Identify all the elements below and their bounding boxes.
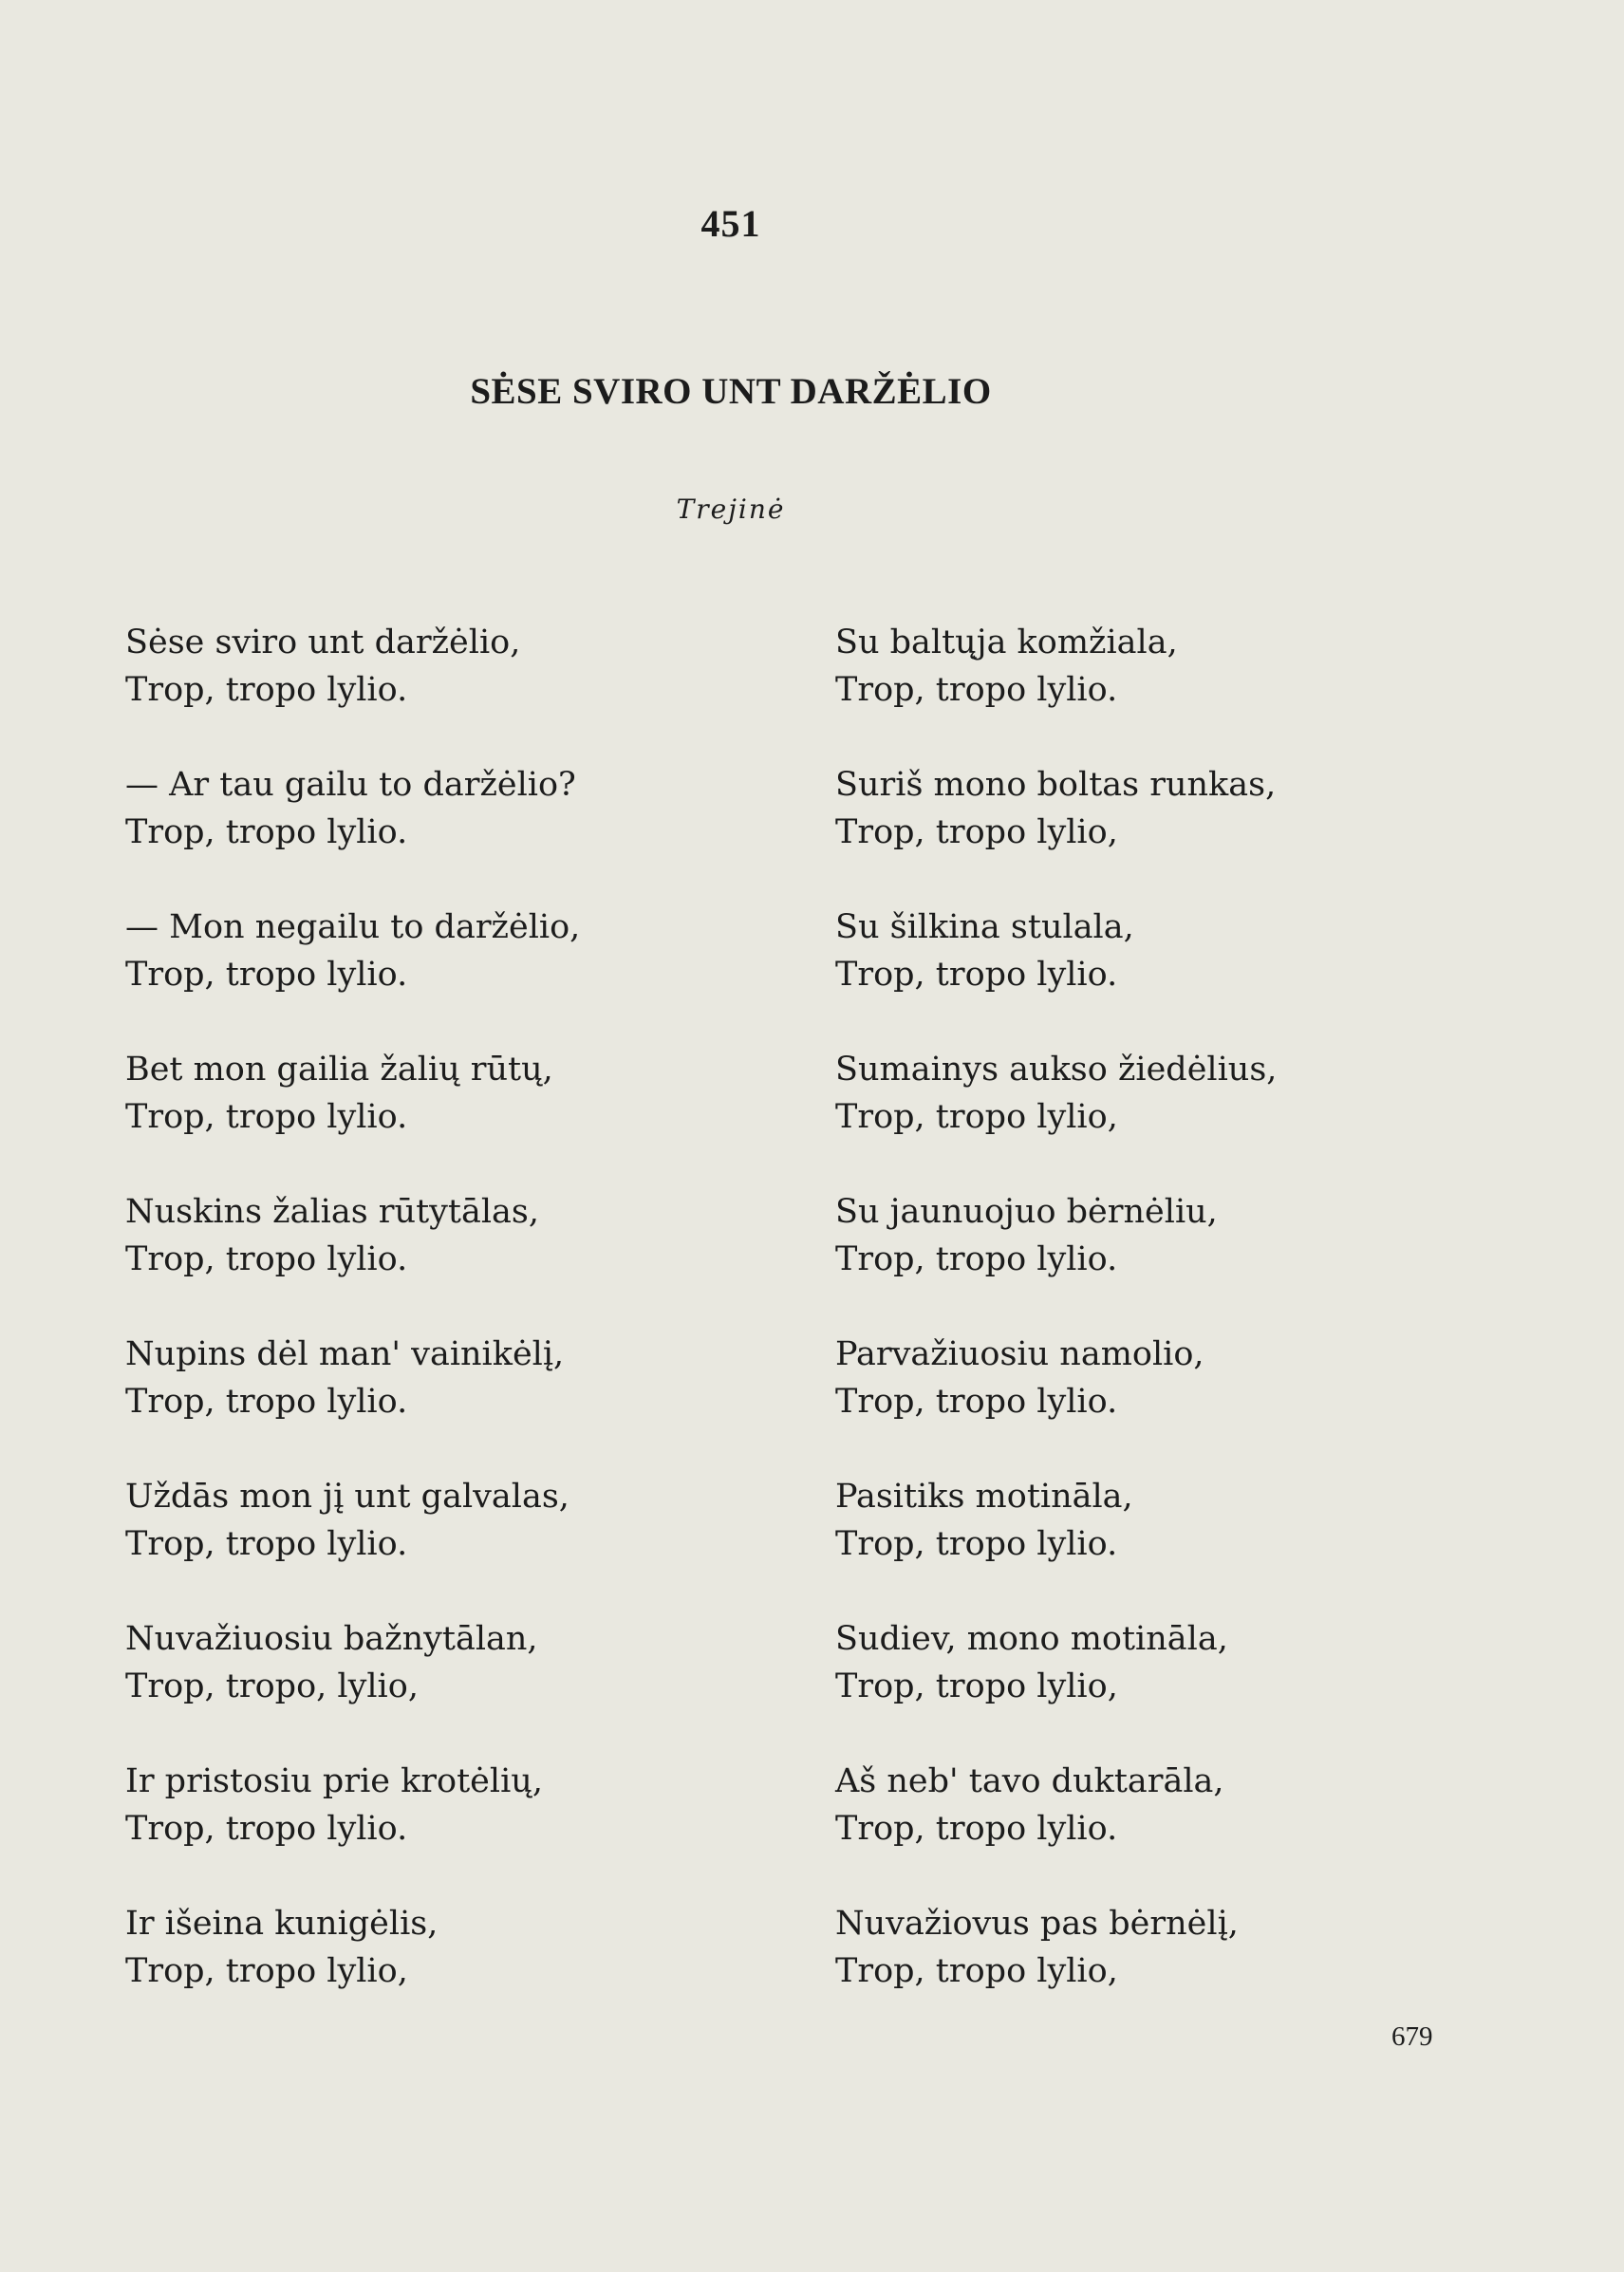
stanza xyxy=(125,1615,695,1758)
refrain-line: Trop, tropo lylio, xyxy=(835,1098,1118,1136)
verse-line: Ir pristosiu prie krotėlių, xyxy=(125,1762,543,1800)
refrain-line: Trop, tropo, lylio, xyxy=(125,1667,419,1705)
stanza xyxy=(835,1188,1405,1331)
verse-line: Ir išeina kunigėlis, xyxy=(125,1905,439,1943)
page-number: 679 xyxy=(1391,2021,1433,2052)
stanza xyxy=(835,903,1405,1046)
refrain-line: Trop, tropo lylio. xyxy=(835,671,1118,709)
verse-line: Pasitiks motināla, xyxy=(835,1478,1133,1516)
stanza xyxy=(835,761,1405,903)
refrain-line: Trop, tropo lylio. xyxy=(835,1810,1118,1848)
right-column xyxy=(835,619,1405,2042)
refrain-line: Trop, tropo lylio. xyxy=(835,956,1118,994)
refrain-line: Trop, tropo lylio, xyxy=(835,1667,1118,1705)
refrain-line: Trop, tropo lylio. xyxy=(125,1240,408,1278)
verse-line: Sudiev, mono motināla, xyxy=(835,1620,1228,1658)
refrain-line: Trop, tropo lylio. xyxy=(125,813,408,851)
stanza xyxy=(125,1188,695,1331)
left-column xyxy=(125,619,695,2042)
refrain-line: Trop, tropo lylio. xyxy=(125,671,408,709)
verse-line: Nuskins žalias rūtytālas, xyxy=(125,1193,539,1231)
verse-line: — Mon negailu to daržėlio, xyxy=(125,908,581,946)
refrain-line: Trop, tropo lylio. xyxy=(125,1383,408,1421)
refrain-line: Trop, tropo lylio, xyxy=(835,1952,1118,1990)
refrain-line: Trop, tropo lylio. xyxy=(125,1098,408,1136)
stanza xyxy=(835,1758,1405,1900)
verse-line: Uždās mon jį unt galvalas, xyxy=(125,1478,569,1516)
stanza xyxy=(125,1758,695,1900)
verse-line: Su baltųja komžiala, xyxy=(835,624,1178,661)
stanza xyxy=(835,1331,1405,1473)
song-number: 451 xyxy=(700,202,761,245)
verse-line: Nuvažiovus pas bėrnėlį, xyxy=(835,1905,1239,1943)
refrain-line: Trop, tropo lylio. xyxy=(835,1525,1118,1563)
stanza xyxy=(835,619,1405,761)
stanza xyxy=(125,1046,695,1188)
stanza xyxy=(125,761,695,903)
stanza xyxy=(835,1473,1405,1615)
verse-line: Nupins dėl man' vainikėlį, xyxy=(125,1335,565,1373)
stanza xyxy=(125,903,695,1046)
verse-line: Su šilkina stulala, xyxy=(835,908,1134,946)
verse-line: Sumainys aukso žiedėlius, xyxy=(835,1051,1278,1089)
refrain-line: Trop, tropo lylio. xyxy=(835,1383,1118,1421)
refrain-line: Trop, tropo lylio. xyxy=(835,1240,1118,1278)
stanza xyxy=(125,1331,695,1473)
stanza xyxy=(835,1615,1405,1758)
refrain-line: Trop, tropo lylio, xyxy=(125,1952,408,1990)
song-subtitle: Trejinė xyxy=(676,494,786,525)
stanza xyxy=(835,1900,1405,2042)
refrain-line: Trop, tropo lylio. xyxy=(125,1525,408,1563)
verse-line: Bet mon gailia žalių rūtų, xyxy=(125,1051,553,1089)
song-title: SĖSE SVIRO UNT DARŽĖLIO xyxy=(470,371,992,412)
stanza xyxy=(125,1473,695,1615)
stanza xyxy=(125,619,695,761)
verse-line: — Ar tau gailu to daržėlio? xyxy=(125,766,576,804)
stanza xyxy=(835,1046,1405,1188)
verse-line: Parvažiuosiu namolio, xyxy=(835,1335,1204,1373)
verse-line: Su jaunuojuo bėrnėliu, xyxy=(835,1193,1218,1231)
refrain-line: Trop, tropo lylio. xyxy=(125,956,408,994)
verse-line: Suriš mono boltas runkas, xyxy=(835,766,1277,804)
verse-line: Nuvažiuosiu bažnytālan, xyxy=(125,1620,538,1658)
verse-line: Aš neb' tavo duktarāla, xyxy=(835,1762,1224,1800)
stanza xyxy=(125,1900,695,2042)
refrain-line: Trop, tropo lylio. xyxy=(125,1810,408,1848)
verse-line: Sėse sviro unt daržėlio, xyxy=(125,624,521,661)
refrain-line: Trop, tropo lylio, xyxy=(835,813,1118,851)
